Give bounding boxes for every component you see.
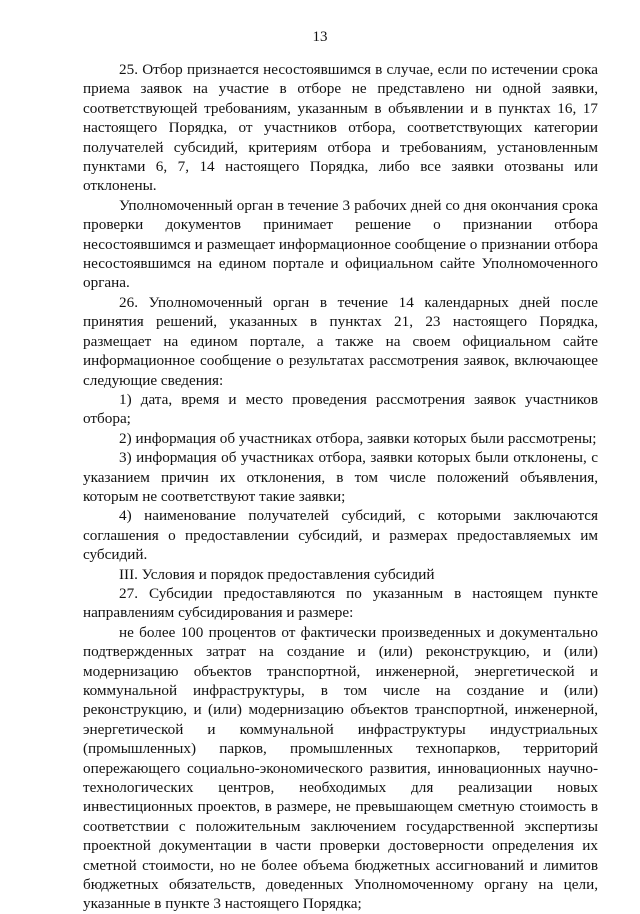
paragraph-26: 26. Уполномоченный орган в течение 14 календарных дней после принятия решений, указанных в пунктах 21, 23 настоящего Порядка, размещает на едином портале, а также на своем официальном сайте информационное сообщение о результатах рассмотрения заявок, включающее следующие сведения: xyxy=(83,293,598,389)
paragraph-25-notice: Уполномоченный орган в течение 3 рабочих дней со дня окончания срока проверки документов принимает решение о признании отбора несостоявшимся и размещает информационное сообщение о признании отбора несостоявшимся на едином портале и официальном сайте Уполномоченного органа. xyxy=(83,196,598,292)
document-body xyxy=(83,60,598,914)
paragraph-27: 27. Субсидии предоставляются по указанным в настоящем пункте направлениям субсидирования и размере: xyxy=(83,584,598,622)
list-item-2: 2) информация об участниках отбора, заявки которых были рассмотрены; xyxy=(119,429,597,447)
list-item-1: 1) дата, время и место проведения рассмотрения заявок участников отбора; xyxy=(83,390,598,428)
section-heading: III. Условия и порядок предоставления субсидий xyxy=(119,565,435,583)
paragraph-27-subsidy-amount: не более 100 процентов от фактически произведенных и документально подтвержденных затрат на создание и (или) реконструкцию, и (или) модернизацию объектов транспортной, инженерной, энергетической и коммунальной инфраструктуры, в том числе на создание и (или) реконструкцию, и (или) модернизацию объектов транспортной, инженерной, энергетической и коммунальной инфраструктуры индустриальных (промышленных) парков, промышленных технопарков, территорий опережающего социально-экономического развития, инновационных научно-технологических центров, необходимых для реализации новых инвестиционных проектов, в размере, не превышающем сметную стоимость в соответствии с положительным заключением государственной экспертизы проектной документации в части проверки достоверности определения их сметной стоимости, но не более объема бюджетных ассигнований и лимитов бюджетных обязательств, доведенных Уполномоченному органу на цели, указанные в пункте 3 настоящего Порядка; xyxy=(83,623,598,913)
paragraph-25: 25. Отбор признается несостоявшимся в случае, если по истечении срока приема заявок на участие в отборе не представлено ни одной заявки, соответствующей требованиям, указанным в объявлении и в пунктах 16, 17 настоящего Порядка, от участников отбора, соответствующих категории получателей субсидий, критериям отбора и требованиям, установленным пунктами 6, 7, 14 настоящего Порядка, либо все заявки отозваны или отклонены. xyxy=(83,61,598,195)
page-number: 13 xyxy=(312,29,328,45)
list-item-4: 4) наименование получателей субсидий, с которыми заключаются соглашения о предоставлении субсидий, и размерах предоставляемых им субсидий. xyxy=(83,507,598,564)
list-item-3: 3) информация об участниках отбора, заявки которых были отклонены, с указанием причин их отклонения, в том числе положений объявления, которым не соответствуют такие заявки; xyxy=(83,449,598,505)
